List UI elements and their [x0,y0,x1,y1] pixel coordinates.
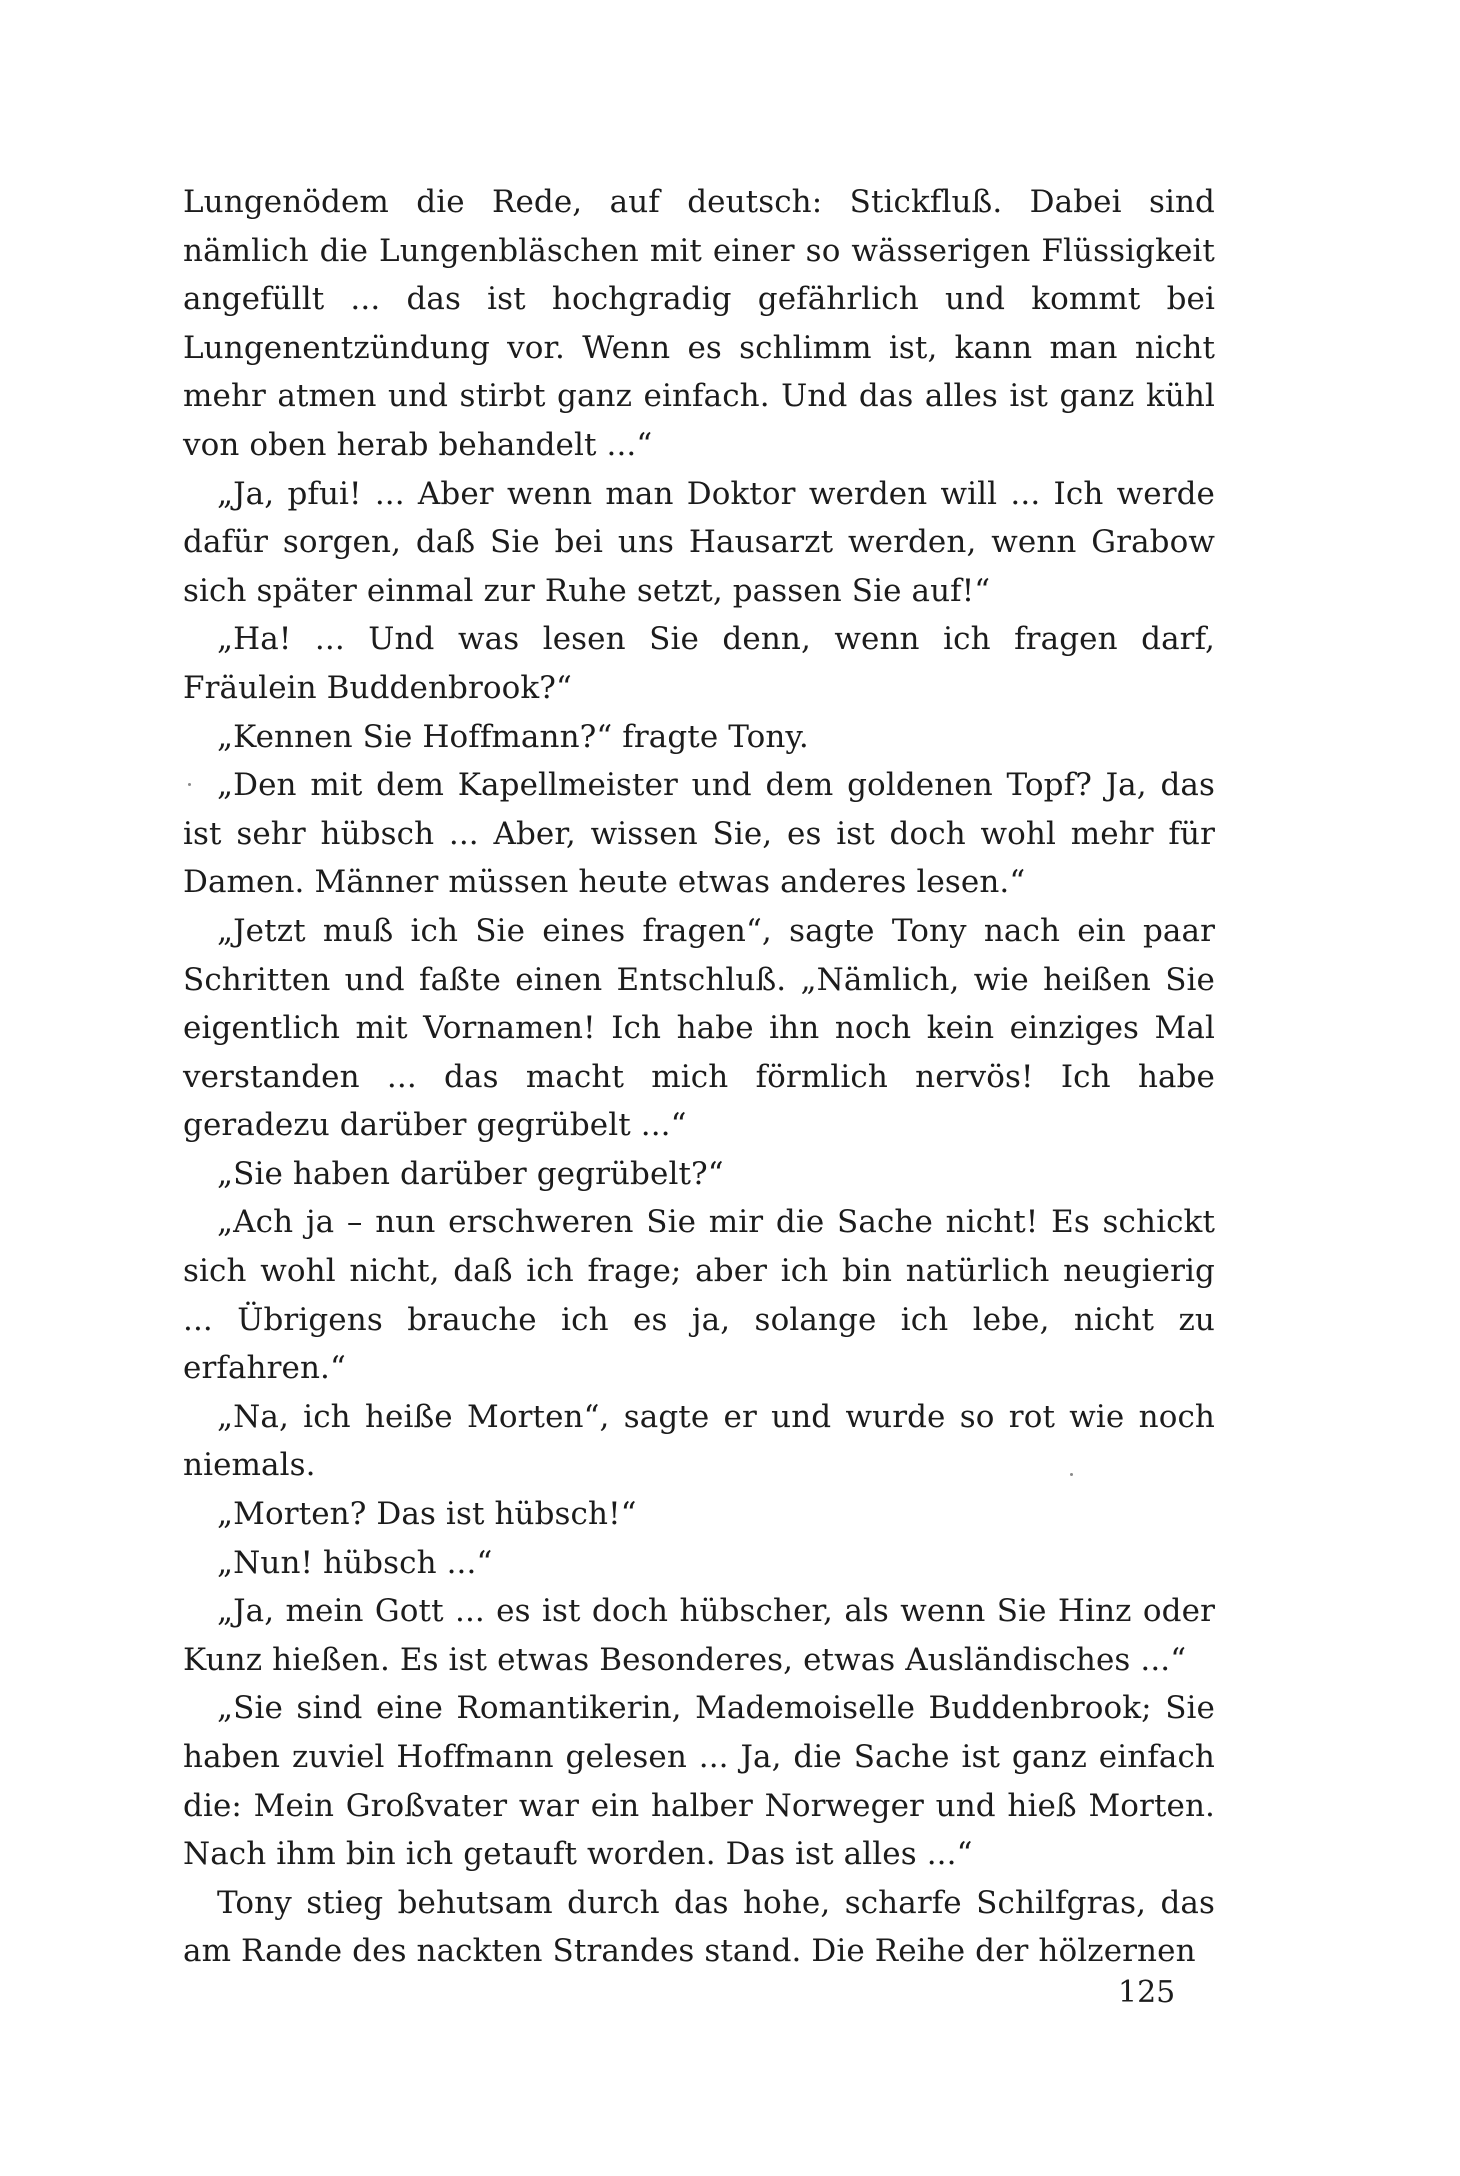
scan-speck [188,783,191,786]
paragraph: „Ach ja – nun erschweren Sie mir die Sache nicht! Es schickt sich wohl nicht, daß ich frage; aber ich bin natürlich neugierig ... Übrigens brauche ich es ja, solange ich lebe, nicht zu erfahren.“ [183,1204,1215,1387]
paragraph: „Na, ich heiße Morten“, sagte er und wurde so rot wie noch niemals. [183,1398,1215,1484]
paragraph: Lungenödem die Rede, auf deutsch: Stickfluß. Dabei sind nämlich die Lungenbläschen mit einer so wässerigen Flüssigkeit angefüllt ... das ist hochgradig gefährlich und kommt bei Lungenentzündung vor. Wenn es schlimm ist, kann man nicht mehr atmen und stirbt ganz einfach. Und das alles ist ganz kühl von oben herab behandelt ...“ [183,184,1215,463]
paragraph: „Morten? Das ist hübsch!“ [217,1496,637,1533]
paragraph: „Den mit dem Kapellmeister und dem goldenen Topf? Ja, das ist sehr hübsch ... Aber, wissen Sie, es ist doch wohl mehr für Damen. Männer müssen heute etwas anderes lesen.“ [183,767,1215,901]
paragraph: „Sie haben darüber gegrübelt?“ [217,1155,724,1192]
paragraph: „Ja, pfui! ... Aber wenn man Doktor werden will ... Ich werde dafür sorgen, daß Sie bei uns Hausarzt werden, wenn Grabow sich später einmal zur Ruhe setzt, passen Sie auf!“ [183,475,1215,609]
paragraph: „Sie sind eine Romantikerin, Mademoiselle Buddenbrook; Sie haben zuviel Hoffmann gelesen ... Ja, die Sache ist ganz einfach die: Mein Großvater war ein halber Norweger und hieß Morten. Nach ihm bin ich getauft worden. Das ist alles ...“ [183,1690,1215,1873]
paragraph: „Jetzt muß ich Sie eines fragen“, sagte Tony nach ein paar Schritten und faßte einen Entschluß. „Nämlich, wie heißen Sie eigentlich mit Vornamen! Ich habe ihn noch kein einziges Mal verstanden ... das macht mich förmlich nervös! Ich habe geradezu darüber gegrübelt ...“ [183,912,1215,1144]
scan-speck [1070,1473,1073,1476]
body-text [183,178,1215,1976]
paragraph: „Ha! ... Und was lesen Sie denn, wenn ich fragen darf, Fräulein Buddenbrook?“ [183,621,1215,706]
page-number: 125 [1118,1975,1176,2010]
paragraph: „Ja, mein Gott ... es ist doch hübscher, als wenn Sie Hinz oder Kunz hießen. Es ist etwas Besonderes, etwas Ausländisches ...“ [183,1593,1215,1678]
paragraph: Tony stieg behutsam durch das hohe, scharfe Schilfgras, das am Rande des nackten Strandes stand. Die Reihe der hölzernen [183,1884,1215,1970]
paragraph: „Nun! hübsch ...“ [217,1544,493,1581]
paragraph: „Kennen Sie Hoffmann?“ fragte Tony. [217,718,809,755]
